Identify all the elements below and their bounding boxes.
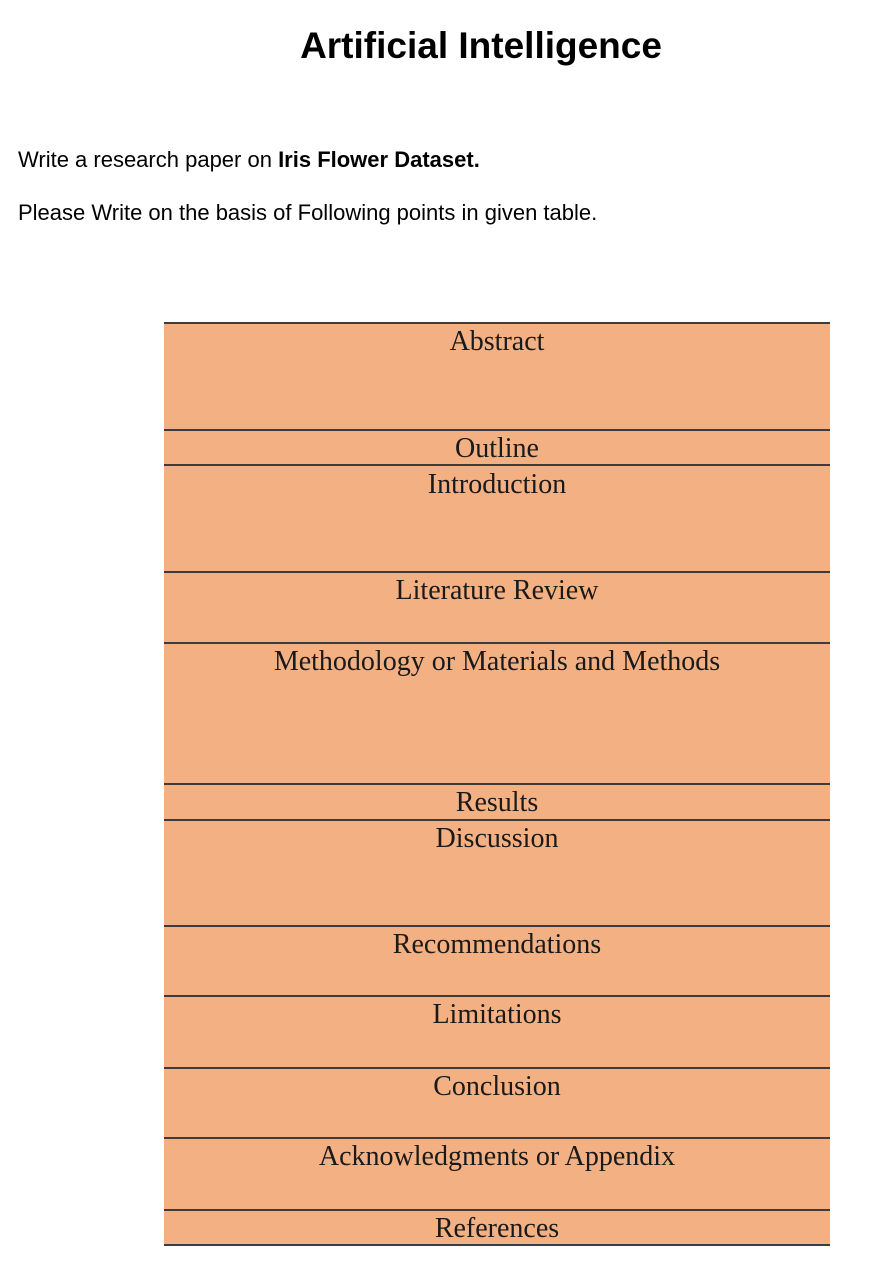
table-row-methodology: Methodology or Materials and Methods: [164, 642, 830, 783]
table-row-results: Results: [164, 783, 830, 819]
instruction-prefix: Write a research paper on: [18, 147, 279, 172]
document-title: Artificial Intelligence: [300, 25, 662, 66]
table-row-introduction: Introduction: [164, 464, 830, 571]
table-row-outline: Outline: [164, 429, 830, 464]
table-row-discussion: Discussion: [164, 819, 830, 925]
table-row-literature-review: Literature Review: [164, 571, 830, 642]
table-row-abstract: Abstract: [164, 322, 830, 429]
instruction-subject: Iris Flower Dataset.: [278, 147, 480, 172]
instruction-paragraph-2: Please Write on the basis of Following points in given table.: [18, 200, 598, 225]
paper-outline-table: [164, 322, 830, 1246]
table-row-conclusion: Conclusion: [164, 1067, 830, 1137]
table-row-references: References: [164, 1209, 830, 1246]
table-row-limitations: Limitations: [164, 995, 830, 1067]
table-row-recommendations: Recommendations: [164, 925, 830, 995]
table-row-acknowledgments: Acknowledgments or Appendix: [164, 1137, 830, 1209]
instruction-paragraph: [18, 147, 480, 173]
